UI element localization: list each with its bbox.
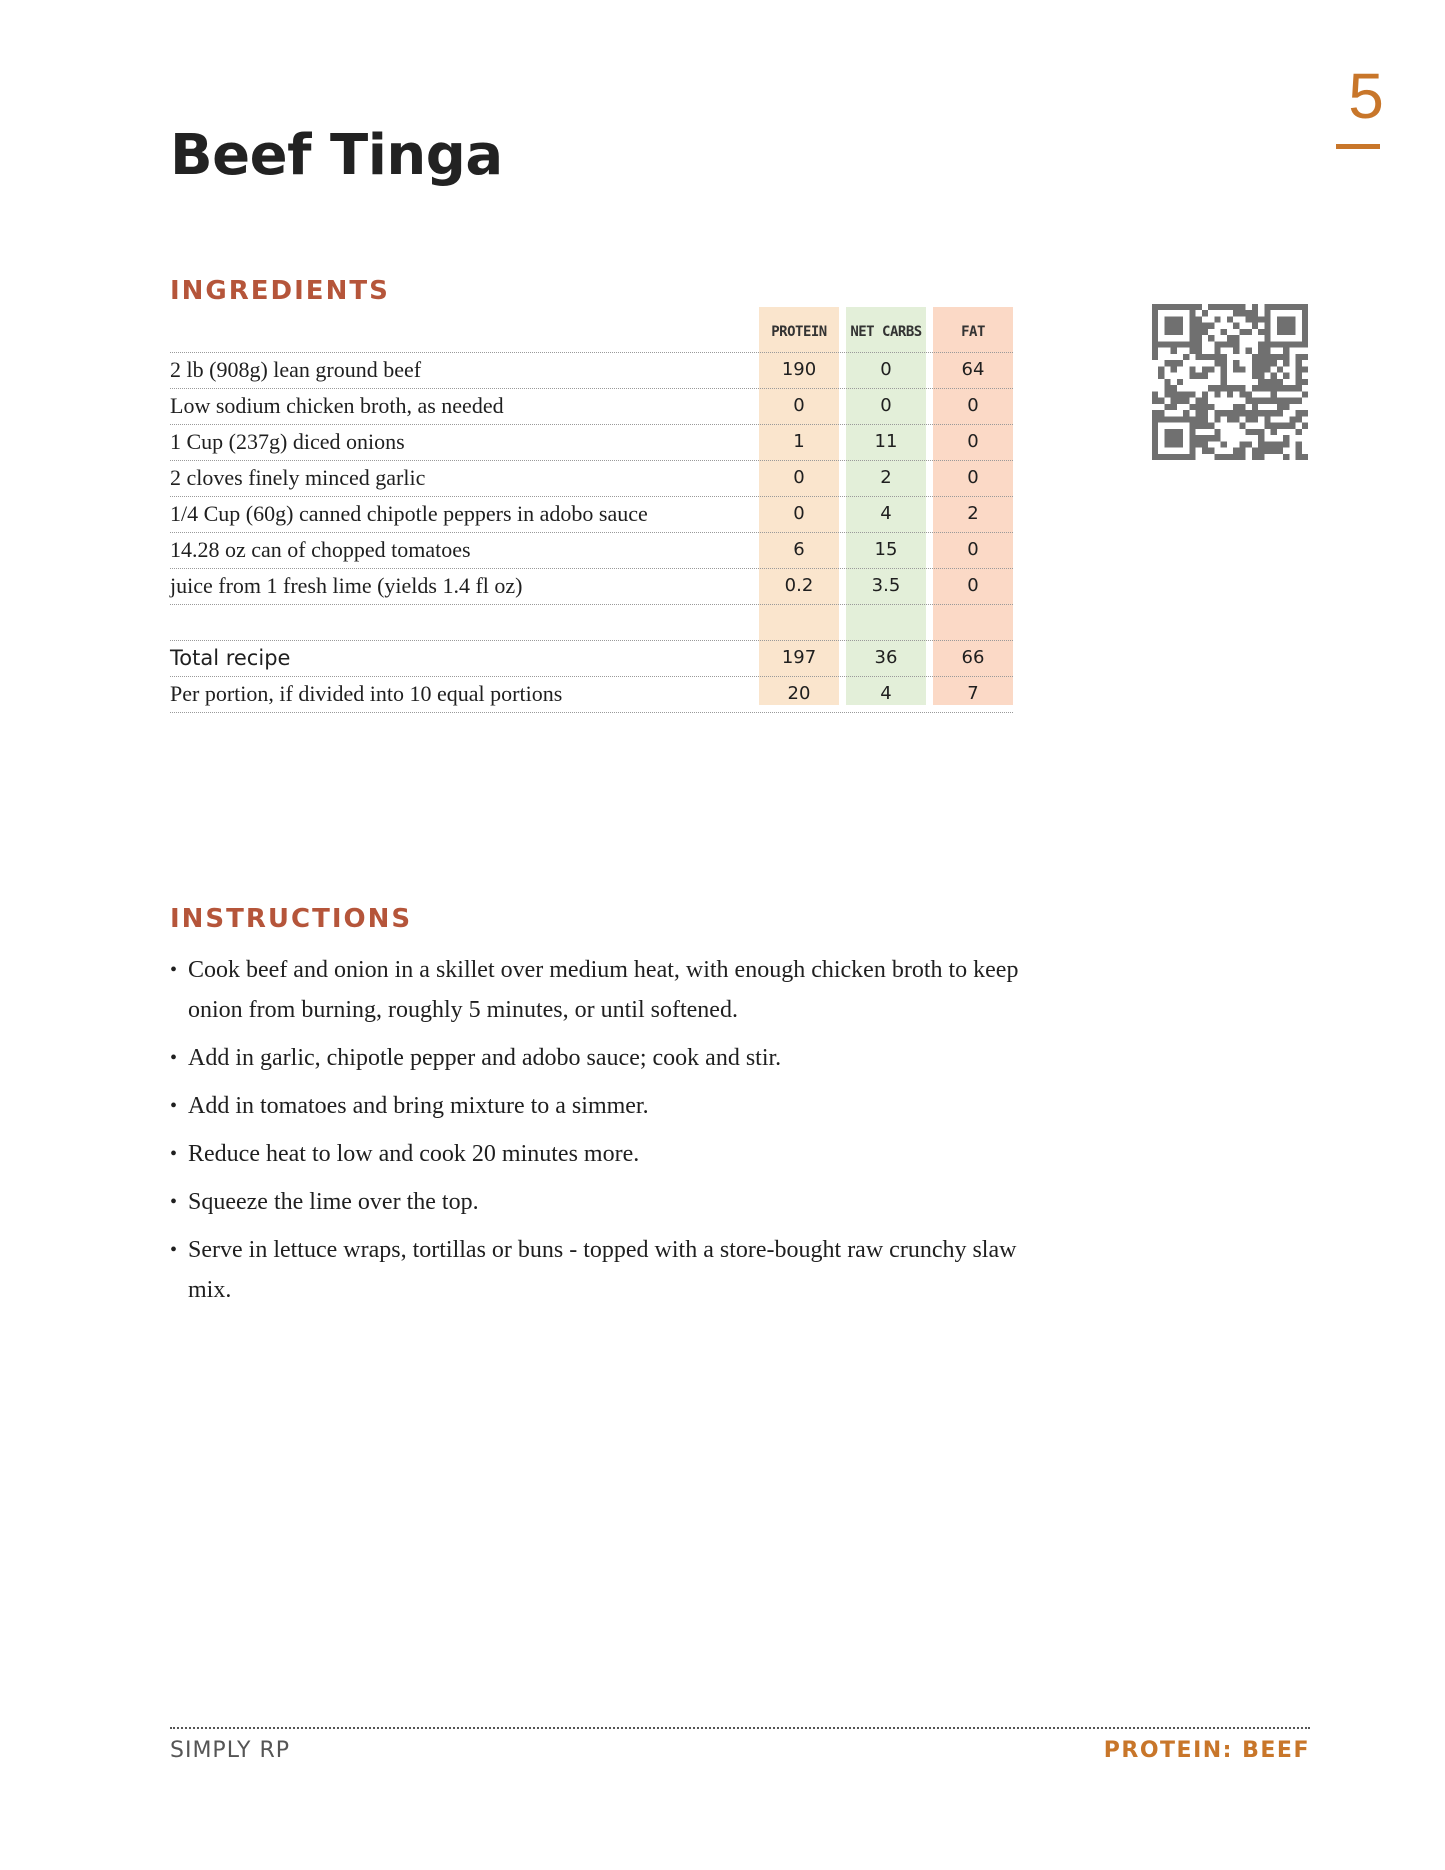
- protein-value: 197: [781, 647, 817, 668]
- protein-value: 0: [793, 467, 805, 488]
- column-header-protein: PROTEIN: [771, 324, 827, 340]
- protein-value: 20: [787, 683, 811, 704]
- ingredient-name: 2 lb (908g) lean ground beef: [170, 357, 422, 382]
- instruction-step: [170, 1230, 1030, 1310]
- ingredient-row: [170, 388, 1013, 424]
- bullet-icon: •: [170, 1143, 178, 1165]
- page-number-rule: [1336, 144, 1380, 149]
- ingredient-name: 1/4 Cup (60g) canned chipotle peppers in adobo sauce: [170, 501, 648, 526]
- net-carbs-value: 11: [874, 431, 898, 452]
- ingredient-name: Low sodium chicken broth, as needed: [170, 393, 504, 418]
- instruction-step: [170, 1134, 1030, 1174]
- bullet-icon: •: [170, 959, 178, 981]
- protein-value: 6: [793, 539, 805, 560]
- ingredient-row: [170, 352, 1013, 388]
- spacer-row: [170, 604, 1013, 640]
- net-carbs-value: 0: [880, 395, 892, 416]
- ingredient-name: juice from 1 fresh lime (yields 1.4 fl oz): [170, 573, 523, 598]
- qr-code-icon[interactable]: [1152, 304, 1308, 460]
- fat-value: 64: [961, 359, 985, 380]
- protein-value: 0: [793, 395, 805, 416]
- ingredient-row: [170, 496, 1013, 532]
- instructions-heading: INSTRUCTIONS: [170, 904, 413, 934]
- ingredient-name: 2 cloves finely minced garlic: [170, 465, 426, 490]
- ingredient-row: [170, 460, 1013, 496]
- fat-value: 2: [967, 503, 979, 524]
- fat-value: 7: [967, 683, 979, 704]
- ingredient-row: [170, 568, 1013, 604]
- ingredient-row: [170, 424, 1013, 460]
- instruction-step: [170, 950, 1030, 1030]
- instruction-step: [170, 1038, 1030, 1078]
- fat-value: 66: [961, 647, 985, 668]
- instruction-text: Squeeze the lime over the top.: [188, 1189, 479, 1215]
- protein-value: 190: [781, 359, 817, 380]
- net-carbs-value: 15: [874, 539, 898, 560]
- footer-category: PROTEIN: BEEF: [1103, 1738, 1310, 1763]
- fat-value: 0: [967, 395, 979, 416]
- ingredient-row: [170, 532, 1013, 568]
- instruction-text: Add in tomatoes and bring mixture to a simmer.: [188, 1093, 649, 1119]
- footer-rule: [170, 1727, 1310, 1729]
- net-carbs-value: 2: [880, 467, 892, 488]
- net-carbs-value: 0: [880, 359, 892, 380]
- page-number: 5: [1348, 60, 1384, 132]
- bullet-icon: •: [170, 1239, 178, 1261]
- per-portion-row: [170, 676, 1013, 713]
- fat-value: 0: [967, 431, 979, 452]
- instruction-step: [170, 1086, 1030, 1126]
- ingredients-heading: INGREDIENTS: [170, 276, 390, 306]
- instruction-text: Cook beef and onion in a skillet over medium heat, with enough chicken broth to keep onion from burning, roughly 5 minutes, or until softened.: [188, 957, 1019, 1023]
- footer-brand: SIMPLY RP: [170, 1738, 291, 1763]
- ingredient-name: 1 Cup (237g) diced onions: [170, 429, 405, 454]
- net-carbs-value: 36: [874, 647, 898, 668]
- instruction-text: Reduce heat to low and cook 20 minutes more.: [188, 1141, 640, 1167]
- net-carbs-value: 4: [880, 503, 892, 524]
- total-label: Total recipe: [170, 646, 291, 670]
- instruction-step: [170, 1182, 1030, 1222]
- net-carbs-value: 3.5: [871, 575, 901, 596]
- bullet-icon: •: [170, 1191, 178, 1213]
- fat-value: 0: [967, 575, 979, 596]
- net-carbs-value: 4: [880, 683, 892, 704]
- instruction-text: Add in garlic, chipotle pepper and adobo sauce; cook and stir.: [188, 1045, 782, 1071]
- column-header-net-carbs: NET CARBS: [850, 324, 922, 340]
- bullet-icon: •: [170, 1047, 178, 1069]
- fat-value: 0: [967, 539, 979, 560]
- protein-value: 0.2: [784, 575, 814, 596]
- instruction-text: Serve in lettuce wraps, tortillas or buns - topped with a store-bought raw crunchy slaw mix.: [188, 1237, 1017, 1303]
- per-portion-label: Per portion, if divided into 10 equal portions: [170, 681, 563, 706]
- ingredient-name: 14.28 oz can of chopped tomatoes: [170, 537, 471, 562]
- bullet-icon: •: [170, 1095, 178, 1117]
- total-row: [170, 640, 1013, 676]
- page-title: Beef Tinga: [170, 123, 503, 188]
- protein-value: 0: [793, 503, 805, 524]
- instructions-list: [170, 950, 1030, 1318]
- ingredients-table: [170, 352, 1013, 713]
- fat-value: 0: [967, 467, 979, 488]
- protein-value: 1: [793, 431, 805, 452]
- column-header-fat: FAT: [961, 324, 985, 340]
